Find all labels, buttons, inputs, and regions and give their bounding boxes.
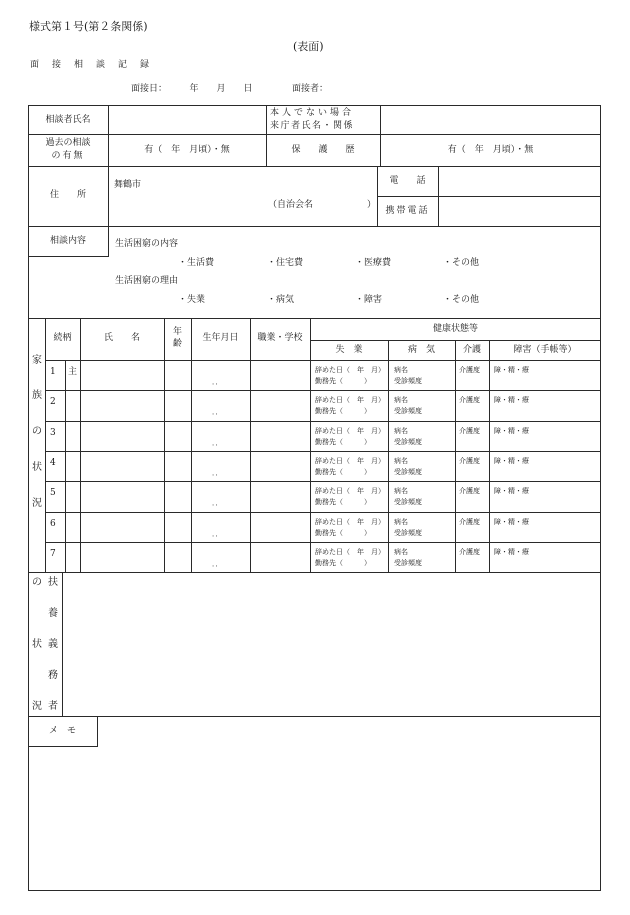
disability-type-text: 障・精・療 [494,366,529,374]
col-name-header: 氏 名 [103,333,140,343]
visit-frequency-text: 受診頻度 [394,377,422,385]
family-row-divider [45,481,601,482]
residents-association-label: （自治会名 ） [268,200,377,210]
birth-date-placeholder: ．． [212,468,223,477]
visit-frequency-text: 受診頻度 [394,437,422,446]
family-row-divider [45,512,601,513]
form-side-label: (表面) [293,40,324,53]
hardship-item-housing: ・住宅費 [267,258,304,268]
family-row-number: 1 [50,367,56,377]
family-side-char-4: 状 [32,462,42,473]
family-side-char-5: 況 [32,498,42,509]
address-city: 舞鶴市 [114,180,142,190]
birth-date-placeholder: ．． [212,438,223,447]
quit-date-text: 辞めた日（ 年 月） [315,517,385,526]
disability-type-text: 障・精・療 [494,426,529,435]
quit-date-text: 辞めた日（ 年 月） [315,396,385,405]
disease-name-text: 病名 [394,366,408,374]
visit-frequency-text: 受診頻度 [394,558,422,567]
reason-item-other: ・その他 [443,295,480,305]
quit-date-text: 辞めた日（ 年 月） [315,456,385,465]
form-title: 面 接 相 談 記 録 [30,60,152,70]
family-row-divider [45,542,601,543]
support-col-b-4: 務 [48,670,58,681]
form-number: 様式第１号(第２条関係) [29,20,148,33]
quit-date-text: 辞めた日（ 年 月） [315,487,385,496]
family-row-number: 6 [50,518,56,529]
col-care-header: 介護 [462,345,481,355]
visit-frequency-text: 受診頻度 [394,407,422,416]
hardship-title: 生活困窮の内容 [115,239,179,249]
care-level-text: 介護度 [459,366,480,374]
family-row-number: 2 [50,397,56,408]
protection-history-value: 有（ 年 月頃）・無 [447,145,534,155]
col-job-header: 職業・学校 [257,333,303,343]
hardship-item-other: ・その他 [443,258,480,268]
family-row-number: 4 [50,457,56,468]
protection-history-label: 保 護 歴 [291,145,355,155]
col-relation-header: 続柄 [53,333,72,343]
disability-type-text: 障・精・療 [494,396,529,405]
workplace-text: 勤務先（ ） [315,528,371,537]
birth-date-placeholder: ．． [212,408,223,417]
col-illness-header: 病 気 [407,345,435,355]
quit-date-text: 辞めた日（ 年 月） [315,426,385,435]
workplace-text: 勤務先（ ） [315,407,371,416]
family-side-char-3: の [32,426,42,437]
family-side-char-2: 族 [32,390,42,401]
family-row-divider [45,390,601,391]
past-consult-value: 有（ 年 月頃）・無 [144,145,230,155]
support-col-a-2: 状 [32,639,42,650]
care-level-text: 介護度 [459,487,480,496]
household-head-mark: 主 [68,367,78,377]
support-col-a-3: 況 [32,701,42,712]
workplace-text: 勤務先（ ） [315,437,371,446]
consultant-name-label: 相談者氏名 [45,115,91,125]
address-label: 住 所 [49,190,86,200]
reason-item-disability: ・障害 [355,295,383,305]
birth-date-placeholder: ．． [212,529,223,538]
col-disability-header: 障害（手帳等） [513,345,577,355]
care-level-text: 介護度 [459,426,480,435]
col-unemployment-header: 失 業 [335,345,363,355]
workplace-text: 勤務先（ ） [315,467,371,476]
reason-item-unemployment: ・失業 [178,295,206,305]
birth-date-placeholder: ．． [212,378,223,386]
support-col-b-1: 扶 [48,577,58,588]
workplace-text: 勤務先（ ） [315,498,371,507]
family-row-number: 5 [50,488,56,499]
memo-label: メ モ [48,726,76,736]
disease-name-text: 病名 [394,517,408,526]
disability-type-text: 障・精・療 [494,547,529,556]
proxy-label-line2: 来庁者氏名・関係 [270,121,355,131]
col-age-header-2: 齢 [172,339,182,349]
past-consult-label-2: の有無 [51,151,85,161]
disability-type-text: 障・精・療 [494,456,529,465]
disability-type-text: 障・精・療 [494,517,529,526]
quit-date-text: 辞めた日（ 年 月） [315,547,385,556]
family-row-number: 7 [50,548,56,559]
visit-frequency-text: 受診頻度 [394,528,422,537]
care-level-text: 介護度 [459,456,480,465]
family-row-divider [45,451,601,452]
care-level-text: 介護度 [459,517,480,526]
proxy-label-line1: 本人でない場合 [270,108,355,118]
phone-label: 電 話 [389,176,426,186]
col-birth-header: 生年月日 [202,333,239,343]
col-age-header-1: 年 [172,327,182,337]
interviewer-label: 面接者： [292,84,329,94]
disease-name-text: 病名 [394,487,408,496]
hardship-item-living: ・生活費 [178,258,215,268]
disease-name-text: 病名 [394,396,408,405]
family-row-divider [45,421,601,422]
disease-name-text: 病名 [394,547,408,556]
interview-date-label: 面接日： 年 月 日 [131,84,253,94]
disease-name-text: 病名 [394,426,408,435]
birth-date-placeholder: ．． [212,499,223,508]
care-level-text: 介護度 [459,396,480,405]
reason-item-illness: ・病気 [267,295,295,305]
quit-date-text: 辞めた日（ 年 月） [315,366,385,374]
visit-frequency-text: 受診頻度 [394,467,422,476]
col-health-header: 健康状態等 [432,324,478,334]
hardship-item-medical: ・医療費 [355,258,392,268]
support-col-b-2: 養 [48,608,58,619]
visit-frequency-text: 受診頻度 [394,498,422,507]
support-col-b-5: 者 [48,701,58,712]
care-level-text: 介護度 [459,547,480,556]
workplace-text: 勤務先（ ） [315,558,371,567]
birth-date-placeholder: ．． [212,559,223,568]
consult-content-label: 相談内容 [49,236,86,246]
disease-name-text: 病名 [394,456,408,465]
family-row-number: 3 [50,427,56,438]
support-col-a-1: の [32,577,42,588]
mobile-phone-label: 携帯電話 [385,206,430,216]
memo-area[interactable] [28,747,601,891]
past-consult-label-1: 過去の相談 [45,138,91,148]
reason-title: 生活困窮の理由 [115,276,179,286]
disability-type-text: 障・精・療 [494,487,529,496]
support-col-b-3: 義 [48,639,58,650]
workplace-text: 勤務先（ ） [315,377,371,385]
family-side-char-1: 家 [32,355,42,366]
